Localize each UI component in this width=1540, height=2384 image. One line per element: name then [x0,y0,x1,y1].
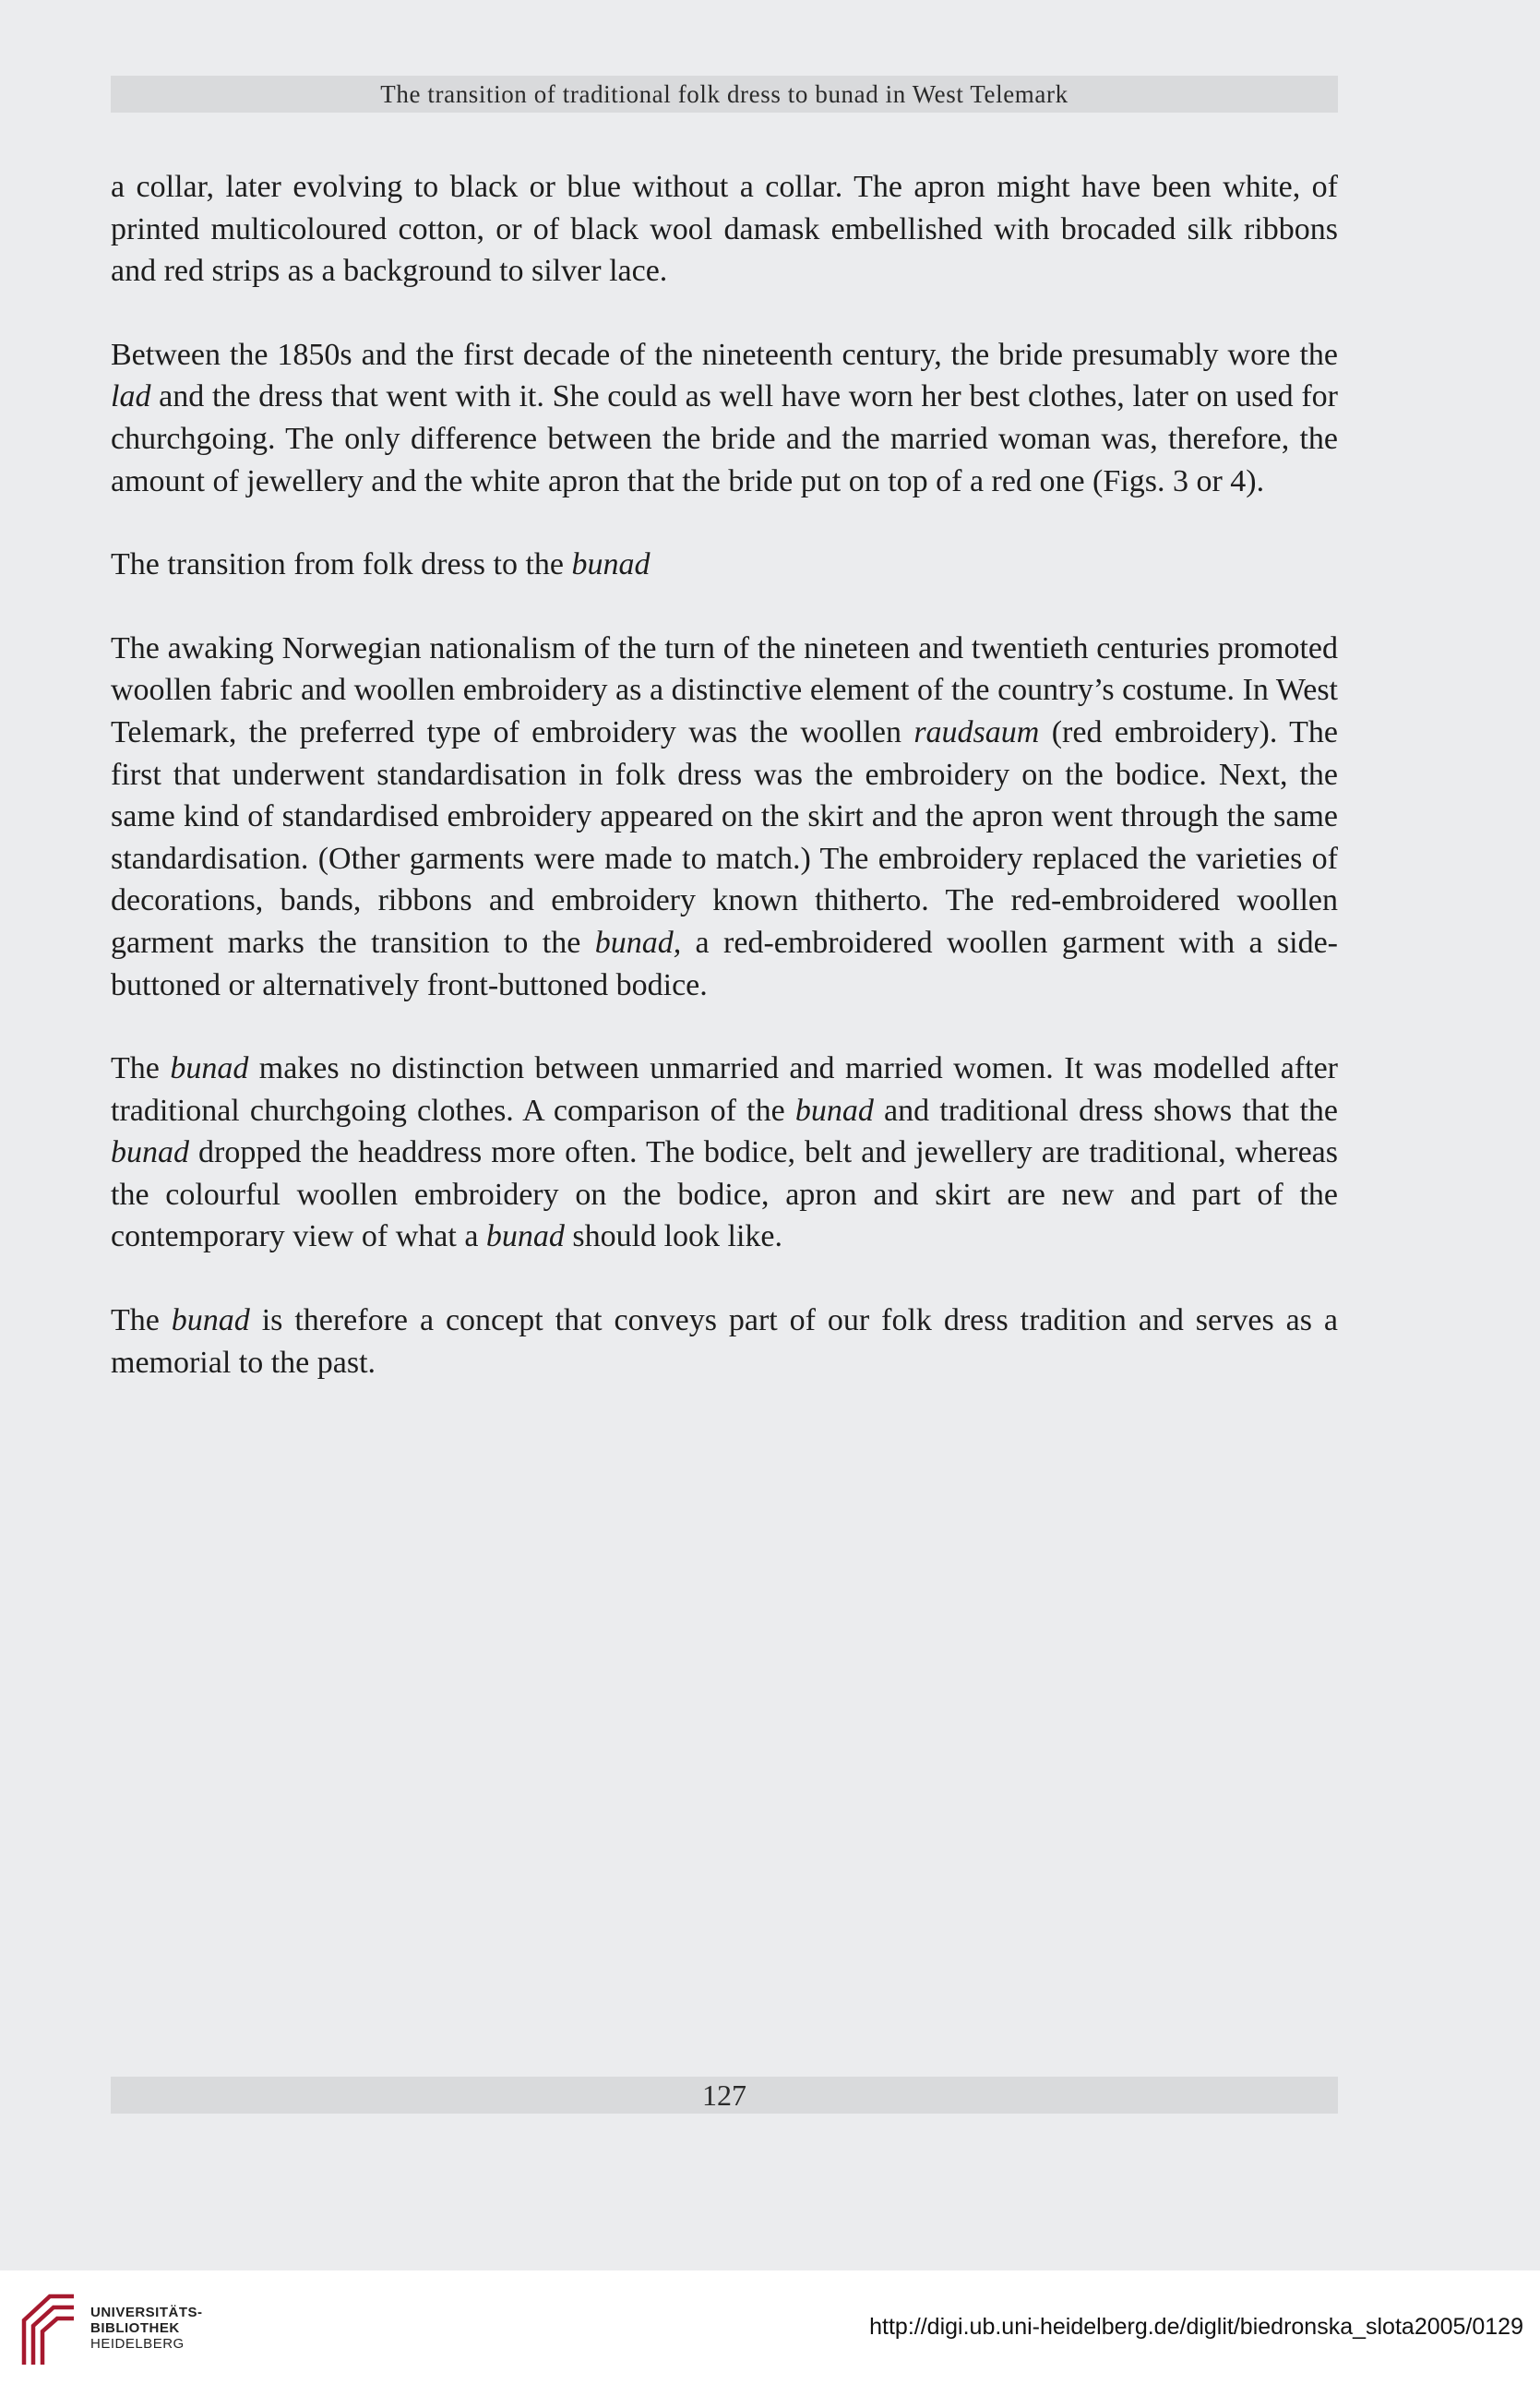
section-heading-text: The transition from folk dress to the [111,547,572,582]
paragraph-nationalism-text-b: (red embroidery). The first that underwent standardisation in folk dress was the embroidery on the bodice. Next, the same kind of standardised embroidery appeared on the skirt and the apron went through the same standardisation. (Other garments were made to match.) The embroidery replaced the varieties of decorations, bands, ribbons and embroidery known thitherto. The red-embroidered woollen garment marks the transition to the [111,714,1338,960]
main-text [111,166,1338,1425]
paragraph-concept-text-b: is therefore a concept that conveys part of our folk dress tradition and serves as a memorial to the past. [111,1303,1339,1380]
paragraph-distinction-text-e: should look like. [564,1219,783,1254]
paragraph-bride [111,334,1338,502]
running-header [111,76,1338,113]
paragraph-nationalism-text-c: a red-embroidered woollen garment with a side-buttoned or alternatively front-buttoned bodice. [111,925,1339,1002]
term-lad: lad [111,379,151,414]
library-name [90,2305,203,2352]
term-bunad: bunad [171,1303,250,1338]
library-name-line3: HEIDELBERG [90,2336,185,2352]
source-url-link[interactable]: http://digi.ub.uni-heidelberg.de/diglit/biedronska_slota2005/0129 [869,2314,1523,2340]
library-name-line1: UNIVERSITÄTS- [90,2305,203,2320]
paragraph-distinction-text-a: The [111,1051,171,1086]
paragraph-nationalism-text-a: The awaking Norwegian nationalism of the turn of the nineteen and twentieth centuries promoted woollen fabric and woollen embroidery as a distinctive element of the country’s costume. In West Telemark, the preferred type of embroidery was the woollen [111,630,1338,749]
page-number: 127 [702,2078,746,2112]
paragraph-distinction-text-d: dropped the headdress more often. The bodice, belt and jewellery are traditional, whereas the colourful woollen embroidery on the bodice, apron and skirt are new and part of the contemporary view of what a [111,1135,1338,1254]
paragraph-concept [111,1300,1338,1384]
paragraph-bride-text-b: and the dress that went with it. She could as well have worn her best clothes, later on used for churchgoing. The only difference between the bride and the married woman was, therefore, the amount of jewellery and the white apron that the bride put on top of a red one (Figs. 3 or 4). [111,379,1338,498]
page-footer [111,2077,1338,2114]
paragraph-distinction-text-c: and traditional dress shows that the [873,1093,1338,1128]
term-raudsaum: raudsaum [913,714,1040,749]
running-title: The transition of traditional folk dress to bunad in West Telemark [380,79,1068,108]
paragraph-distinction [111,1048,1338,1258]
paragraph-distinction-text-b: makes no distinction between unmarried and married women. It was modelled after traditional churchgoing clothes. A comparison of the [111,1051,1338,1128]
section-heading [111,544,1338,586]
paragraph-nationalism [111,628,1338,1006]
section-heading-term: bunad [571,547,651,582]
term-bunad: bunad [794,1093,874,1128]
library-logo-icon [17,2287,81,2368]
paragraph-apron-text: a collar, later evolving to black or blue without a collar. The apron might have been white, of printed multicoloured cotton, or of black wool damask embellished with brocaded silk ribbons and red strips as a background to silver lace. [111,170,1338,289]
term-bunad: bunad, [594,925,682,960]
paragraph-bride-text-a: Between the 1850s and the first decade of the nineteenth century, the bride presumably wore the [111,337,1338,372]
term-bunad: bunad [170,1051,249,1086]
term-bunad: bunad [111,1135,189,1170]
paragraph-concept-text-a: The [111,1303,172,1338]
library-name-line2: BIBLIOTHEK [90,2320,180,2336]
term-bunad: bunad [485,1219,565,1254]
paragraph-apron [111,166,1338,293]
